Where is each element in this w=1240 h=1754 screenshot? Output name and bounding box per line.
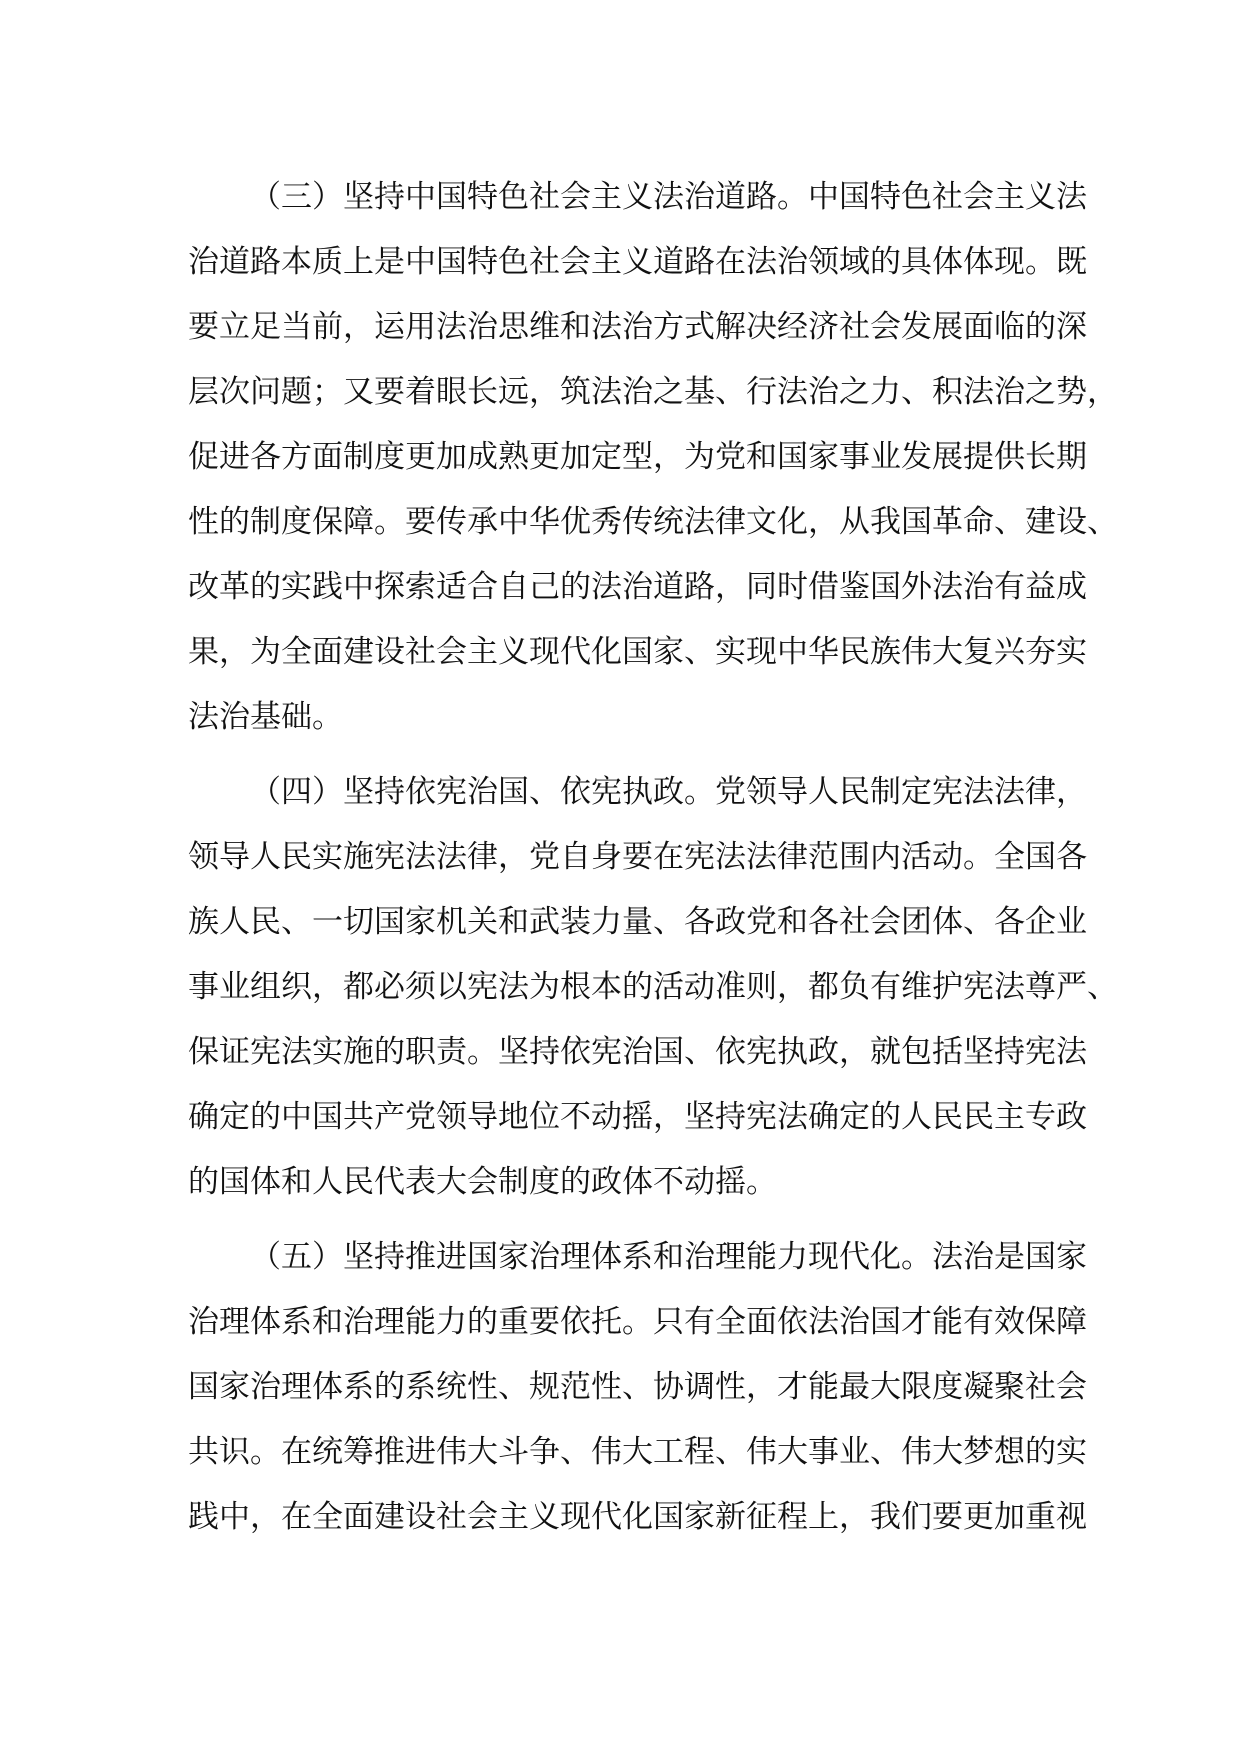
text-line: 领导人民实施宪法法律，党自身要在宪法法律范围内活动。全国各 (188, 839, 1087, 875)
text-line: 治道路本质上是中国特色社会主义道路在法治领域的具体体现。既 (188, 244, 1087, 280)
text-line: （三）坚持中国特色社会主义法治道路。中国特色社会主义法 (250, 179, 1087, 215)
text-line: 层次问题；又要着眼长远，筑法治之基、行法治之力、积法治之势， (188, 374, 1118, 410)
text-line: 国家治理体系的系统性、规范性、协调性，才能最大限度凝聚社会 (188, 1369, 1087, 1405)
text-line: 族人民、一切国家机关和武装力量、各政党和各社会团体、各企业 (188, 904, 1087, 940)
paragraph-five (188, 1225, 1087, 1550)
text-line: （五）坚持推进国家治理体系和治理能力现代化。法治是国家 (250, 1239, 1087, 1275)
document-body (188, 165, 1118, 1560)
text-line: 的国体和人民代表大会制度的政体不动摇。 (188, 1164, 777, 1200)
text-line: 要立足当前，运用法治思维和法治方式解决经济社会发展面临的深 (188, 309, 1087, 345)
text-line: 践中，在全面建设社会主义现代化国家新征程上，我们要更加重视 (188, 1499, 1087, 1535)
paragraph-four (188, 760, 1118, 1215)
text-line: 改革的实践中探索适合自己的法治道路，同时借鉴国外法治有益成 (188, 569, 1087, 605)
text-line: 事业组织，都必须以宪法为根本的活动准则，都负有维护宪法尊严、 (188, 969, 1118, 1005)
text-line: 共识。在统筹推进伟大斗争、伟大工程、伟大事业、伟大梦想的实 (188, 1434, 1087, 1470)
text-line: 治理体系和治理能力的重要依托。只有全面依法治国才能有效保障 (188, 1304, 1087, 1340)
text-line: （四）坚持依宪治国、依宪执政。党领导人民制定宪法法律， (250, 774, 1087, 810)
text-line: 法治基础。 (188, 699, 343, 735)
paragraph-three (188, 165, 1118, 750)
text-line: 果，为全面建设社会主义现代化国家、实现中华民族伟大复兴夯实 (188, 634, 1087, 670)
text-line: 保证宪法实施的职责。坚持依宪治国、依宪执政，就包括坚持宪法 (188, 1034, 1087, 1070)
text-line: 促进各方面制度更加成熟更加定型，为党和国家事业发展提供长期 (188, 439, 1087, 475)
text-line: 性的制度保障。要传承中华优秀传统法律文化，从我国革命、建设、 (188, 504, 1118, 540)
text-line: 确定的中国共产党领导地位不动摇，坚持宪法确定的人民民主专政 (188, 1099, 1087, 1135)
